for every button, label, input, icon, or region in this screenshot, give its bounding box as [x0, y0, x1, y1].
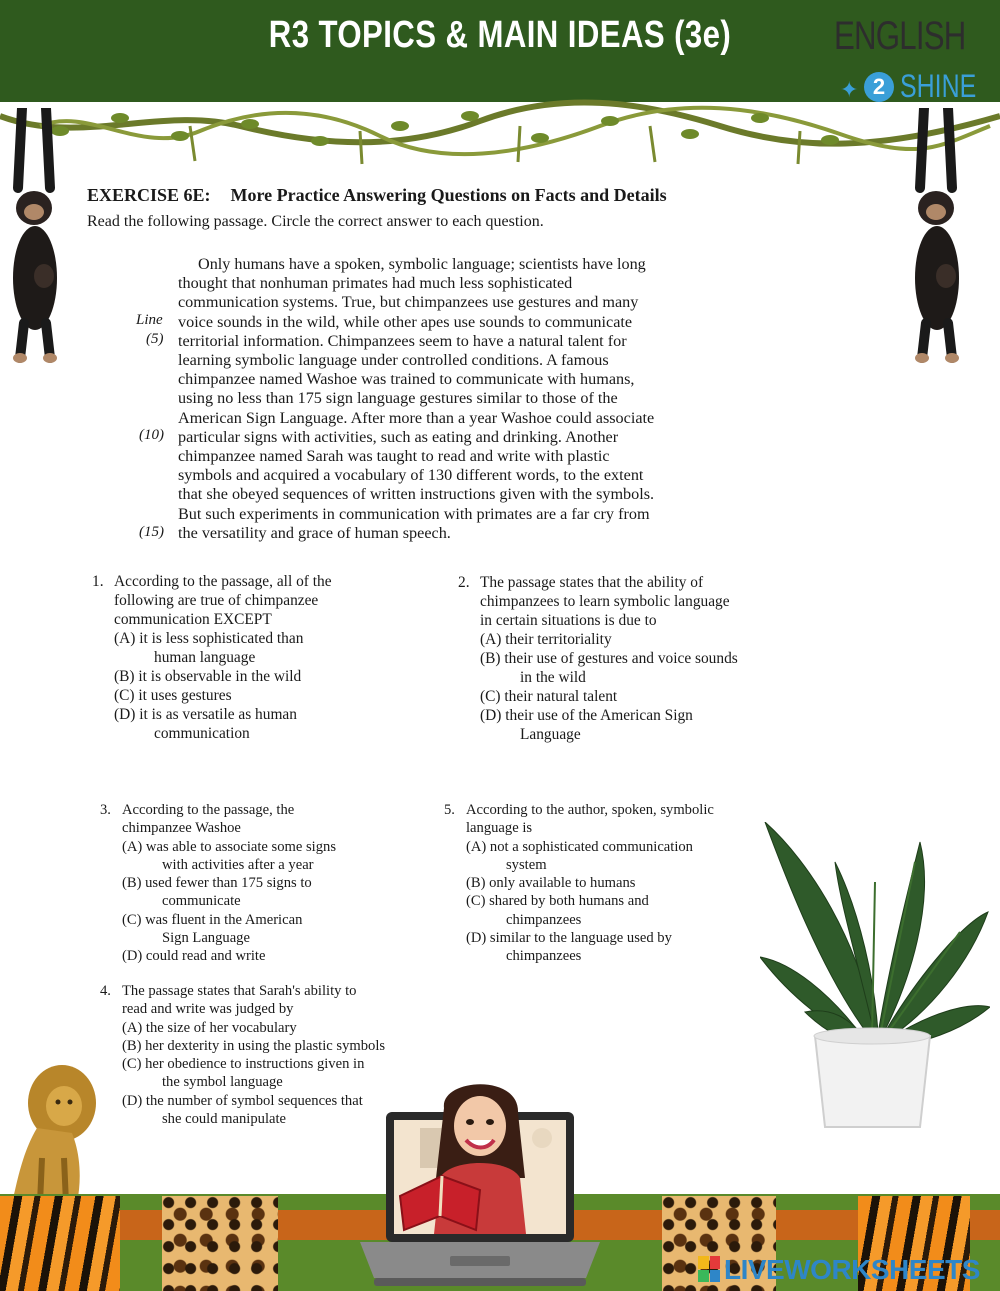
option-text: similar to the language used by [489, 930, 672, 947]
line-number-15: (15) [139, 524, 164, 540]
line-number-5: (5) [146, 331, 164, 347]
option-text-cont: chimpanzees [506, 911, 582, 928]
answer-option-b[interactable] [114, 667, 332, 686]
option-text: their natural talent [504, 688, 618, 705]
monkey-left-illustration [2, 108, 72, 363]
option-text-cont: Language [520, 726, 581, 743]
option-text-cont: she could manipulate [162, 1111, 287, 1128]
question-number: 2. [458, 574, 470, 591]
jungle-vines-decoration [0, 96, 1000, 166]
option-text: it is less sophisticated than [139, 630, 304, 647]
option-text: it is as versatile as human [139, 706, 297, 723]
option-text-cont: system [506, 856, 547, 873]
answer-option-b[interactable] [480, 649, 738, 687]
option-text: it is observable in the wild [138, 668, 302, 685]
potted-plant-illustration [760, 822, 990, 1132]
option-text: her dexterity in using the plastic symbols [145, 1037, 386, 1054]
brand-number-badge: 2 [864, 72, 894, 102]
answer-option-c[interactable] [466, 892, 714, 929]
passage-line: Only humans have a spoken, symbolic language; scientists have long [198, 255, 646, 273]
option-text: it uses gestures [138, 687, 232, 704]
option-text: was able to associate some signs [145, 838, 337, 855]
question-stem-line: communication EXCEPT [114, 611, 272, 628]
question-stem-line: The passage states that the ability of [480, 574, 704, 591]
passage-line: thought that nonhuman primates had much less sophisticated [178, 274, 573, 293]
option-text: their use of gestures and voice sounds [504, 650, 738, 667]
liveworksheets-icon [698, 1256, 720, 1282]
option-text: the number of symbol sequences that [145, 1092, 363, 1109]
answer-option-d[interactable] [480, 706, 738, 744]
option-letter: (A) [122, 838, 143, 855]
answer-option-c[interactable] [480, 687, 738, 706]
option-text-cont: chimpanzees [506, 948, 582, 965]
option-letter: (D) [114, 706, 136, 723]
option-letter: (C) [466, 893, 486, 910]
question-number: 3. [100, 802, 111, 818]
option-letter: (B) [466, 875, 486, 892]
option-letter: (D) [122, 1092, 143, 1109]
passage-line: using no less than 175 sign language gestures similar to those of the [178, 389, 618, 408]
sparkle-icon: ✦ [840, 78, 859, 103]
question-stem-line: According to the passage, the [122, 802, 295, 818]
passage-line: But such experiments in communication with primates are a far cry from [178, 504, 650, 523]
passage-line: territorial information. Chimpanzees seem to have a natural talent for [178, 331, 627, 350]
option-text-cont: communication [154, 725, 250, 742]
teacher-avatar-laptop-illustration [360, 1078, 600, 1291]
option-text-cont: with activities after a year [162, 856, 314, 873]
brand-line1: ENGLISH [834, 14, 966, 58]
passage-line: chimpanzee named Washoe was trained to communicate with humans, [178, 370, 635, 389]
option-letter: (B) [122, 1037, 142, 1054]
line-label: Line [136, 312, 163, 328]
option-letter: (A) [466, 838, 487, 855]
answer-option-b[interactable] [122, 874, 336, 911]
question-stem-line: following are true of chimpanzee [114, 592, 319, 609]
exercise-instructions: Read the following passage. Circle the correct answer to each question. [87, 213, 544, 230]
option-letter: (B) [114, 668, 135, 685]
answer-option-d[interactable] [466, 929, 714, 966]
question-stem-line: read and write was judged by [122, 1001, 294, 1018]
question-1 [92, 572, 412, 743]
passage-line: the versatility and grace of human speech. [178, 523, 451, 542]
option-text: the size of her vocabulary [145, 1019, 297, 1036]
reading-passage [178, 255, 727, 543]
option-letter: (D) [466, 930, 487, 947]
option-text: not a sophisticated communication [489, 838, 693, 855]
page-title: R3 TOPICS & MAIN IDEAS (3e) [268, 14, 732, 56]
question-stem-line: chimpanzee Washoe [122, 820, 241, 837]
leopard-pattern-panel [162, 1196, 278, 1291]
tiger-pattern-panel [0, 1196, 120, 1291]
answer-option-b[interactable] [122, 1037, 385, 1055]
question-stem-line: The passage states that Sarah's ability to [122, 983, 357, 999]
option-letter: (D) [480, 707, 502, 724]
lion-statue-illustration [2, 1058, 107, 1208]
question-2 [458, 573, 798, 744]
answer-option-a[interactable] [122, 838, 336, 875]
option-text: their use of the American Sign [505, 707, 693, 724]
option-letter: (A) [480, 631, 502, 648]
passage-line: learning symbolic language under controlled conditions. A famous [178, 351, 609, 370]
monkey-right-illustration [900, 108, 970, 363]
answer-option-a[interactable] [114, 629, 332, 667]
question-3 [100, 801, 420, 966]
option-letter: (D) [122, 948, 143, 965]
answer-option-d[interactable] [122, 1092, 385, 1129]
question-number: 4. [100, 983, 111, 999]
exercise-heading [87, 185, 667, 206]
question-number: 1. [92, 573, 104, 590]
option-text: only available to humans [489, 875, 636, 892]
option-text-cont: the symbol language [162, 1074, 283, 1091]
question-number: 5. [444, 802, 455, 818]
option-text-cont: communicate [162, 893, 241, 910]
answer-option-d[interactable] [122, 947, 336, 965]
option-text: their territoriality [505, 631, 612, 648]
passage-line: American Sign Language. After more than a year Washoe could associate [178, 408, 655, 427]
option-letter: (A) [114, 630, 136, 647]
passage-line: communication systems. True, but chimpanzees use gestures and many [178, 293, 639, 312]
question-5 [444, 801, 764, 966]
answer-option-a[interactable] [466, 838, 714, 875]
option-letter: (B) [480, 650, 501, 667]
option-letter: (C) [114, 687, 135, 704]
option-text-cont: Sign Language [162, 930, 250, 947]
answer-option-c[interactable] [114, 686, 332, 705]
option-text: her obedience to instructions given in [145, 1056, 365, 1073]
passage-line: particular signs with activities, such as eating and drinking. Another [178, 427, 619, 446]
brand-logo [828, 14, 998, 106]
brand-line2: SHINE [900, 68, 977, 104]
option-letter: (A) [122, 1019, 143, 1036]
exercise-label: EXERCISE 6E: [87, 185, 211, 205]
question-stem-line: According to the author, spoken, symbolic [466, 802, 714, 818]
option-text: used fewer than 175 signs to [145, 875, 312, 892]
passage-line: symbols and acquired a vocabulary of 130 different words, to the extent [178, 466, 644, 485]
option-text-cont: human language [154, 649, 256, 666]
option-text: could read and write [145, 948, 266, 965]
passage-line: that she obeyed sequences of written instructions given with the symbols. [178, 485, 655, 504]
answer-option-a[interactable] [122, 1019, 385, 1037]
option-text-cont: in the wild [520, 669, 586, 686]
answer-option-a[interactable] [480, 630, 738, 649]
option-letter: (C) [122, 1056, 142, 1073]
passage-line: voice sounds in the wild, while other apes use sounds to communicate [178, 312, 633, 331]
answer-option-c[interactable] [122, 1055, 385, 1092]
option-text: shared by both humans and [489, 893, 649, 910]
option-letter: (C) [122, 911, 142, 928]
answer-option-c[interactable] [122, 911, 336, 948]
exercise-title: More Practice Answering Questions on Facts and Details [230, 185, 667, 205]
line-number-10: (10) [139, 427, 164, 443]
answer-option-b[interactable] [466, 874, 714, 892]
answer-option-d[interactable] [114, 705, 332, 743]
option-letter: (B) [122, 875, 142, 892]
passage-line: chimpanzee named Sarah was taught to read and write with plastic [178, 447, 610, 466]
option-text: was fluent in the American [145, 911, 303, 928]
question-stem-line: in certain situations is due to [480, 612, 657, 629]
liveworksheets-logo-text[interactable]: LIVEWORKSHEETS [724, 1254, 980, 1285]
question-stem-line: According to the passage, all of the [114, 573, 332, 590]
option-letter: (C) [480, 688, 501, 705]
question-stem-line: language is [466, 820, 533, 837]
question-stem-line: chimpanzees to learn symbolic language [480, 593, 730, 610]
